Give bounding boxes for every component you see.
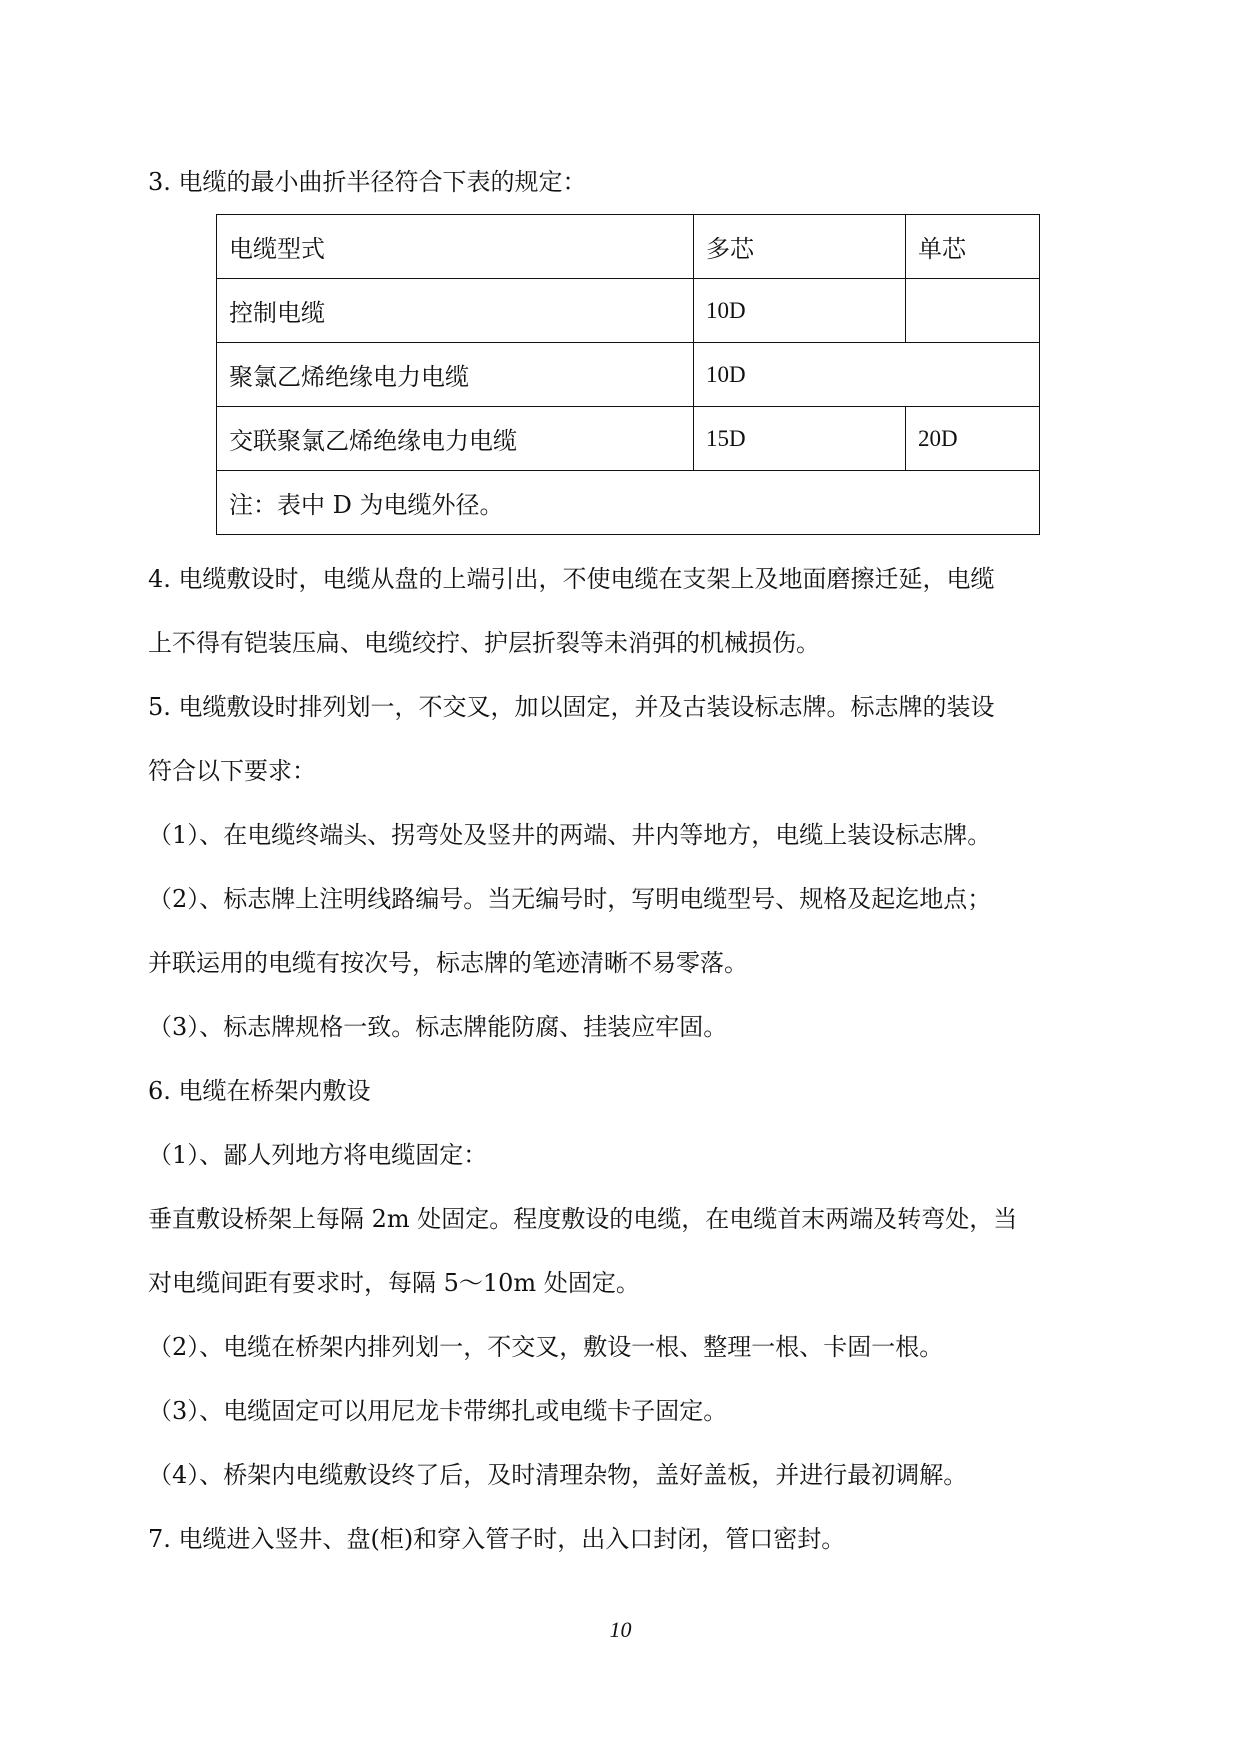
- page-number: 10: [609, 1617, 632, 1642]
- table-header-row: [217, 215, 1040, 279]
- section-6-heading: 6. 电缆在桥架内敷设: [148, 1077, 371, 1105]
- header-multi-core: 多芯: [694, 215, 906, 279]
- cell-multi-core-merged: 10D: [694, 343, 1040, 407]
- cell-multi-core: 15D: [694, 407, 906, 471]
- section-7-heading: 7. 电缆进入竖井、盘(柜)和穿入管子时，出入口封闭，管口密封。: [148, 1525, 846, 1553]
- cell-multi-core: 10D: [694, 279, 906, 343]
- paragraph-line: （3）、标志牌规格一致。标志牌能防腐、挂装应牢固。: [148, 1013, 728, 1041]
- bend-radius-table-container: [216, 214, 1039, 535]
- paragraph-line: （1）、鄙人列地方将电缆固定：: [148, 1141, 488, 1169]
- paragraph-line: （2）、电缆在桥架内排列划一，不交叉，敷设一根、整理一根、卡固一根。: [148, 1333, 944, 1361]
- paragraph-line: 垂直敷设桥架上每隔 2m 处固定。程度敷设的电缆，在电缆首末两端及转弯处，当: [148, 1205, 1018, 1233]
- paragraph-line: 并联运用的电缆有按次号，标志牌的笔迹清晰不易零落。: [148, 949, 748, 977]
- paragraph-line: 4. 电缆敷设时，电缆从盘的上端引出，不使电缆在支架上及地面磨擦迁延，电缆: [148, 565, 995, 593]
- paragraph-line: 符合以下要求：: [148, 757, 316, 785]
- cell-cable-type: 交联聚氯乙烯绝缘电力电缆: [217, 407, 694, 471]
- paragraph-line: （4）、桥架内电缆敷设终了后，及时清理杂物，盖好盖板，并进行最初调解。: [148, 1461, 968, 1489]
- header-cable-type: 电缆型式: [217, 215, 694, 279]
- paragraph-line: 对电缆间距有要求时，每隔 5～10m 处固定。: [148, 1269, 640, 1297]
- header-single-core: 单芯: [906, 215, 1040, 279]
- table-note-row: [217, 471, 1040, 535]
- cell-cable-type: 控制电缆: [217, 279, 694, 343]
- table-row: [217, 279, 1040, 343]
- cell-single-core: [906, 279, 1040, 343]
- table-row: [217, 407, 1040, 471]
- paragraph-line: 上不得有铠装压扁、电缆绞拧、护层折裂等未消弭的机械损伤。: [148, 629, 820, 657]
- paragraph-line: 5. 电缆敷设时排列划一，不交叉，加以固定，并及古装设标志牌。标志牌的装设: [148, 693, 995, 721]
- paragraph-line: （3）、电缆固定可以用尼龙卡带绑扎或电缆卡子固定。: [148, 1397, 728, 1425]
- table-row: [217, 343, 1040, 407]
- table-note: 注：表中 D 为电缆外径。: [217, 471, 1040, 535]
- section-3-heading: 3. 电缆的最小曲折半径符合下表的规定：: [148, 168, 587, 196]
- cell-cable-type: 聚氯乙烯绝缘电力电缆: [217, 343, 694, 407]
- cell-single-core: 20D: [906, 407, 1040, 471]
- bend-radius-table: [216, 214, 1040, 535]
- paragraph-line: （1）、在电缆终端头、拐弯处及竖井的两端、井内等地方，电缆上装设标志牌。: [148, 821, 992, 849]
- paragraph-line: （2）、标志牌上注明线路编号。当无编号时，写明电缆型号、规格及起迄地点；: [148, 885, 992, 913]
